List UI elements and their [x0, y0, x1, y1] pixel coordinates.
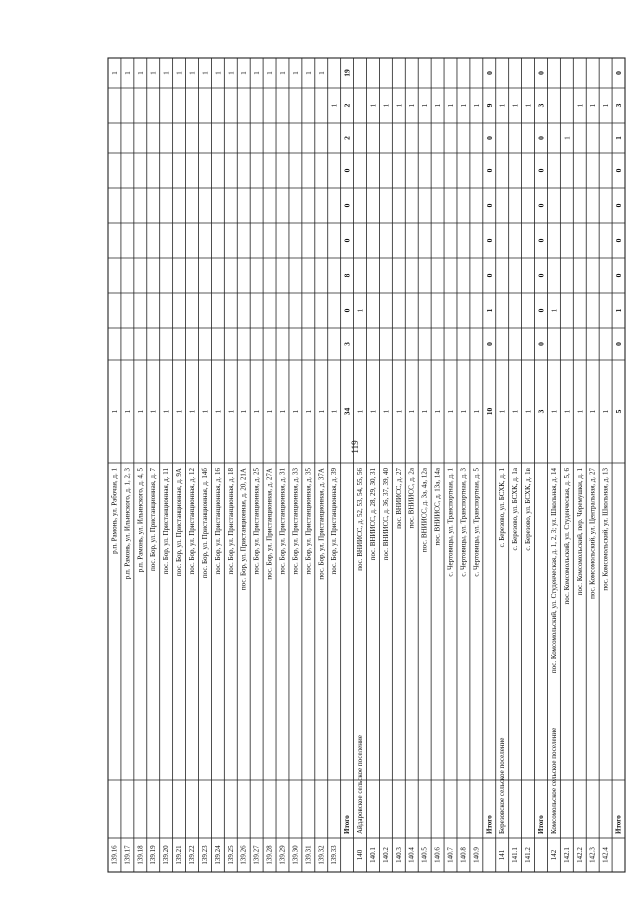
- value-cell: 0: [536, 308, 546, 313]
- address-cell: р.п. Рамонь, ул. Рабочая, д. 1: [110, 468, 119, 554]
- address-cell: с. Березово, ул. БСХК, д. 1в: [524, 468, 533, 551]
- value-cell: 1: [471, 103, 481, 108]
- row-id: 141.2: [524, 847, 533, 863]
- row-id: 140.3: [394, 847, 403, 863]
- value-cell: 0: [614, 203, 623, 208]
- value-cell: 0: [614, 273, 623, 278]
- total-cell: 1: [135, 409, 145, 414]
- row-id: 140.8: [459, 847, 468, 863]
- value-cell: 1: [588, 103, 598, 108]
- total-cell: 1: [394, 409, 404, 414]
- total-cell: 1: [226, 409, 236, 414]
- value-cell: 8: [342, 273, 352, 278]
- value-cell: 0: [484, 273, 494, 278]
- value-cell: 1: [316, 71, 326, 75]
- row-id: 139.27: [252, 845, 261, 865]
- total-cell: 1: [329, 409, 339, 414]
- value-cell: 0: [484, 342, 494, 346]
- value-cell: 0: [536, 203, 546, 208]
- value-cell: 1: [601, 103, 611, 108]
- row-id: 142.2: [575, 847, 584, 863]
- value-cell: 0: [536, 71, 546, 75]
- address-cell: р.п. Рамонь, ул. Ильинского, д. 1, 2, 3: [123, 468, 132, 580]
- address-cell: с. Березово, ул. БСХК, д. 1а: [511, 468, 520, 551]
- value-cell: 1: [213, 71, 223, 75]
- total-cell: 1: [213, 409, 223, 414]
- total-cell: 5: [614, 409, 623, 414]
- value-cell: 1: [484, 308, 494, 313]
- value-cell: 1: [135, 71, 145, 75]
- value-cell: 0: [614, 342, 623, 346]
- total-cell: 1: [575, 409, 585, 414]
- total-cell: 1: [433, 409, 443, 414]
- value-cell: 1: [200, 71, 210, 75]
- row-id: 139.16: [110, 845, 119, 865]
- total-cell: 1: [110, 409, 119, 414]
- total-cell: 1: [497, 409, 507, 414]
- address-cell: пос. Бор, ул. Пристанционная, д. 18: [226, 468, 235, 575]
- total-cell: 1: [239, 409, 249, 414]
- value-cell: 1: [290, 71, 300, 75]
- value-cell: 0: [342, 203, 352, 208]
- total-cell: 1: [265, 409, 275, 414]
- value-cell: 0: [614, 238, 623, 243]
- settlement-name: Березовское сельское поселение: [498, 737, 507, 834]
- total-cell: 1: [510, 409, 520, 414]
- address-cell: пос. Бор, ул. Пристанционная, д. 37А: [317, 468, 326, 580]
- value-cell: 1: [394, 103, 404, 108]
- value-cell: 1: [381, 103, 391, 108]
- value-cell: 1: [174, 71, 184, 75]
- row-id: 139.31: [304, 845, 313, 865]
- value-cell: 0: [342, 238, 352, 243]
- value-cell: 1: [329, 103, 339, 108]
- row-id: 140.9: [472, 847, 481, 863]
- page-number: 119: [350, 440, 360, 454]
- address-cell: пос. Комсомольский, ул. Школьная, д. 13: [601, 468, 610, 591]
- address-cell: пос. Комсомольский, пер. Черемушки, д. 1: [575, 468, 584, 596]
- value-cell: 1: [458, 103, 468, 108]
- value-cell: 1: [187, 71, 197, 75]
- address-cell: пос. Бор, ул. Пристанционная, д. 39: [330, 468, 339, 575]
- total-cell: 1: [407, 409, 417, 414]
- row-id: 139.21: [175, 845, 184, 865]
- total-cell: 10: [484, 407, 494, 416]
- value-cell: 1: [265, 71, 275, 75]
- row-id: 139.30: [291, 845, 300, 865]
- total-cell: 1: [458, 409, 468, 414]
- row-id: 142.1: [562, 847, 571, 863]
- total-cell: 1: [174, 409, 184, 414]
- row-id: 139.17: [123, 845, 132, 865]
- value-cell: 1: [368, 103, 378, 108]
- value-cell: 1: [252, 71, 262, 75]
- address-cell: пос. Комсомольский, ул. Центральная, д. 27: [588, 468, 597, 599]
- address-cell: пос. Бор, ул. Пристанционная, д. 9А: [175, 468, 184, 577]
- value-cell: 1: [523, 103, 533, 108]
- subtotal-label: Итого: [537, 815, 545, 834]
- value-cell: 1: [122, 71, 132, 75]
- row-id: 139.29: [278, 845, 287, 865]
- address-cell: пос. Бор, ул. Пристанционная, д. 14б: [200, 468, 209, 579]
- value-cell: 0: [484, 238, 494, 243]
- total-cell: 1: [303, 409, 313, 414]
- address-cell: пос. Бор, ул. Пристанционная, д. 33: [291, 468, 300, 575]
- total-cell: 1: [471, 409, 481, 414]
- row-id: 142.4: [601, 847, 610, 863]
- row-id: 142: [549, 849, 558, 861]
- address-cell: пос. Бор, ул. Пристанционная, д. 27А: [265, 468, 274, 580]
- subtotal-label: Итого: [485, 815, 494, 834]
- total-cell: 1: [148, 409, 158, 414]
- value-cell: 1: [226, 71, 236, 75]
- value-cell: 0: [342, 308, 352, 313]
- total-cell: 1: [601, 409, 611, 414]
- total-cell: 1: [187, 409, 197, 414]
- row-id: 139.26: [239, 845, 248, 865]
- value-cell: 1: [562, 136, 572, 140]
- address-cell: пос. ВНИИСС, д. 52, 53, 54, 55, 56: [356, 468, 364, 571]
- row-id: 139.20: [162, 845, 171, 865]
- address-cell: пос. Бор, ул. Пристанционная, д. 16: [213, 468, 222, 575]
- address-cell: пос. Комсомольский, ул. Студенческая, д. 1, 2, 3; ул. Школьная, д. 14: [549, 468, 558, 674]
- settlement-name: Айдаровское сельское поселение: [356, 735, 364, 834]
- total-cell: 1: [368, 409, 378, 414]
- total-cell: 1: [161, 409, 171, 414]
- value-cell: 1: [407, 103, 417, 108]
- address-cell: пос. Бор, ул. Пристанционная, д. 12: [188, 468, 196, 575]
- row-id: 139.24: [213, 845, 222, 865]
- total-cell: 1: [381, 409, 391, 414]
- row-id: 140.4: [407, 847, 416, 863]
- total-cell: 1: [278, 409, 287, 414]
- total-cell: 1: [549, 409, 559, 414]
- value-cell: 1: [549, 308, 559, 313]
- value-cell: 0: [484, 71, 494, 75]
- total-cell: 1: [122, 409, 132, 414]
- total-cell: 1: [290, 409, 300, 414]
- value-cell: 0: [614, 168, 623, 173]
- address-cell: пос. ВНИИСС, д. 27: [394, 468, 403, 529]
- address-cell: пос. ВНИИСС, д. 36, 37, 39, 40: [381, 468, 390, 561]
- value-cell: 0: [536, 273, 546, 278]
- total-cell: 3: [536, 409, 546, 414]
- total-cell: 1: [588, 409, 598, 414]
- row-id: 139.33: [330, 845, 339, 865]
- row-id: 140.2: [381, 847, 390, 863]
- address-cell: пос. ВНИИСС, д. 13а, 14а: [433, 468, 442, 546]
- value-cell: 0: [614, 71, 623, 75]
- row-id: 139.28: [265, 845, 274, 865]
- value-cell: 1: [497, 103, 507, 108]
- value-cell: 1: [614, 308, 623, 313]
- value-cell: 0: [536, 342, 546, 346]
- address-cell: р.п. Рамонь, ул. Ильинского, д. 4, 5: [136, 468, 145, 573]
- row-id: 139.18: [136, 845, 145, 865]
- data-table: [108, 58, 625, 872]
- address-cell: пос. Комсомольский, ул. Студенческая, д. 5, 6: [562, 468, 571, 605]
- value-cell: 9: [484, 103, 494, 108]
- value-cell: 3: [536, 103, 546, 108]
- address-cell: пос. ВНИИСС, д. 3а, 4а, 12а: [420, 468, 429, 553]
- row-id: 139.23: [200, 845, 209, 865]
- row-id: 141.1: [511, 847, 520, 863]
- value-cell: 0: [536, 136, 546, 140]
- value-cell: 0: [484, 203, 494, 208]
- value-cell: 1: [148, 71, 158, 75]
- value-cell: 1: [239, 71, 249, 75]
- value-cell: 1: [161, 71, 171, 75]
- row-id: 140.5: [420, 847, 429, 863]
- total-cell: 1: [446, 409, 455, 414]
- value-cell: 1: [355, 308, 365, 313]
- value-cell: 1: [303, 71, 313, 75]
- address-cell: пос. Бор, ул. Пристанционная, д. 7: [149, 468, 158, 572]
- value-cell: 1: [575, 103, 585, 108]
- value-cell: 0: [342, 168, 352, 173]
- address-cell: пос. Бор, ул. Пристанционная, д. 11: [162, 468, 171, 575]
- value-cell: 0: [536, 238, 546, 243]
- subtotal-label: Итого: [343, 815, 352, 834]
- value-cell: 3: [614, 103, 623, 108]
- value-cell: 19: [342, 69, 352, 77]
- address-cell: пос. Бор, ул. Пристанционная, д. 20, 21А: [239, 468, 248, 591]
- value-cell: 0: [484, 136, 494, 140]
- value-cell: 0: [536, 168, 546, 173]
- value-cell: 1: [433, 103, 443, 108]
- value-cell: 0: [484, 168, 494, 173]
- value-cell: 3: [342, 342, 352, 346]
- value-cell: 1: [278, 71, 287, 75]
- row-id: 140.6: [433, 847, 442, 863]
- total-cell: 1: [316, 409, 326, 414]
- address-cell: пос. ВНИИСС, д. 2а: [407, 468, 416, 529]
- value-cell: 1: [110, 71, 119, 75]
- address-cell: с. Чертовицы, ул. Транспортная, д. 1: [446, 468, 455, 577]
- value-cell: 2: [342, 136, 352, 140]
- total-cell: 1: [420, 409, 430, 414]
- subtotal-label: Итого: [614, 815, 623, 834]
- settlement-name: Комсомольское сельское поселение: [549, 727, 558, 834]
- total-cell: 1: [523, 409, 533, 414]
- value-cell: 1: [420, 103, 430, 108]
- row-id: 139.22: [188, 845, 196, 865]
- row-id: 140.7: [446, 847, 455, 863]
- address-cell: пос. Бор, ул. Пристанционная, д. 25: [252, 468, 261, 575]
- row-id: 142.3: [588, 847, 597, 863]
- row-id: 140.1: [369, 847, 377, 863]
- total-cell: 34: [342, 407, 352, 416]
- total-cell: 1: [200, 409, 210, 414]
- row-id: 139.25: [226, 845, 235, 865]
- total-cell: 1: [252, 409, 262, 414]
- row-id: 139.19: [149, 845, 158, 865]
- row-id: 141: [498, 849, 507, 861]
- row-id: 140: [356, 849, 364, 861]
- value-cell: 1: [446, 103, 455, 108]
- address-cell: с. Чертовицы, ул. Транспортная, д. 3: [459, 468, 468, 577]
- row-id: 139.32: [317, 845, 326, 865]
- address-cell: с. Чертовицы, ул. Транспортная, д. 5: [472, 468, 481, 577]
- value-cell: 1: [614, 136, 623, 140]
- total-cell: 1: [562, 409, 572, 414]
- address-cell: пос. ВНИИСС, д. 28, 29, 30, 31: [369, 468, 377, 561]
- total-cell: 1: [355, 409, 365, 414]
- value-cell: 2: [342, 103, 352, 108]
- address-cell: с. Березово, ул. БСХК, д. 1: [498, 468, 507, 548]
- value-cell: 1: [510, 103, 520, 108]
- address-cell: пос. Бор, ул. Пристанционная, д. 31: [278, 468, 287, 575]
- address-cell: пос. Бор, ул. Пристанционная, д. 35: [304, 468, 313, 575]
